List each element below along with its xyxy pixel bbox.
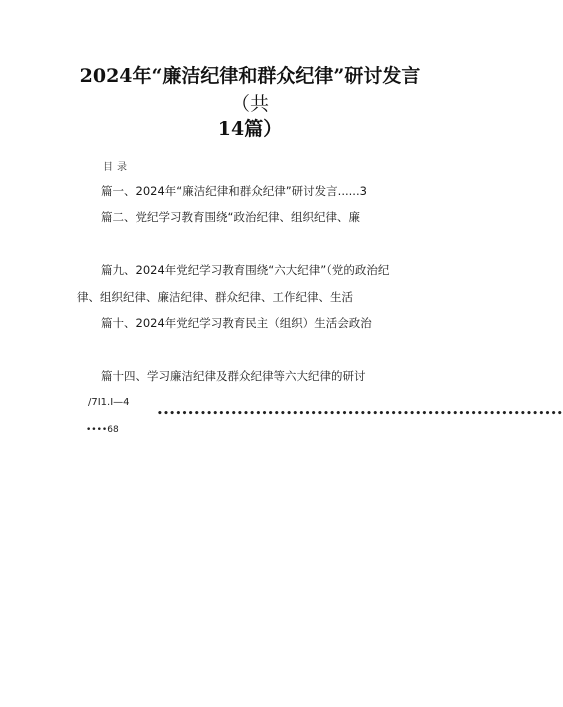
toc-entry: 篇十、2024年党纪学习教育民主（组织）生活会政治: [101, 316, 372, 330]
toc-leader-dots: ••••••••••••••••••••••••••••••••••••••••••••••••••••••••••••••••••: [157, 409, 563, 419]
document-title: 2024年“廉洁纪律和群众纪律”研讨发言: [79, 65, 421, 87]
toc-heading: 目录: [103, 162, 131, 173]
document-title-count: 14篇）: [217, 118, 283, 140]
toc-entry: 篇九、2024年党纪学习教育围绕“六大纪律”（党的政治纪: [101, 263, 390, 277]
toc-page-fragment: /7I1.I—4: [88, 397, 130, 408]
toc-entry: 篇十四、学习廉洁纪律及群众纪律等六大纪律的研讨: [101, 369, 366, 383]
toc-entry-continuation: 律、组织纪律、廉洁纪律、群众纪律、工作纪律、生活: [77, 290, 353, 304]
document-title-count-open: （共: [230, 93, 269, 115]
toc-last-page-number: ••••68: [86, 425, 119, 435]
toc-entry: 篇二、党纪学习教育围绕“政治纪律、组织纪律、廉: [101, 210, 360, 224]
toc-entry: 篇一、2024年“廉洁纪律和群众纪律”研讨发言......3: [101, 184, 367, 198]
